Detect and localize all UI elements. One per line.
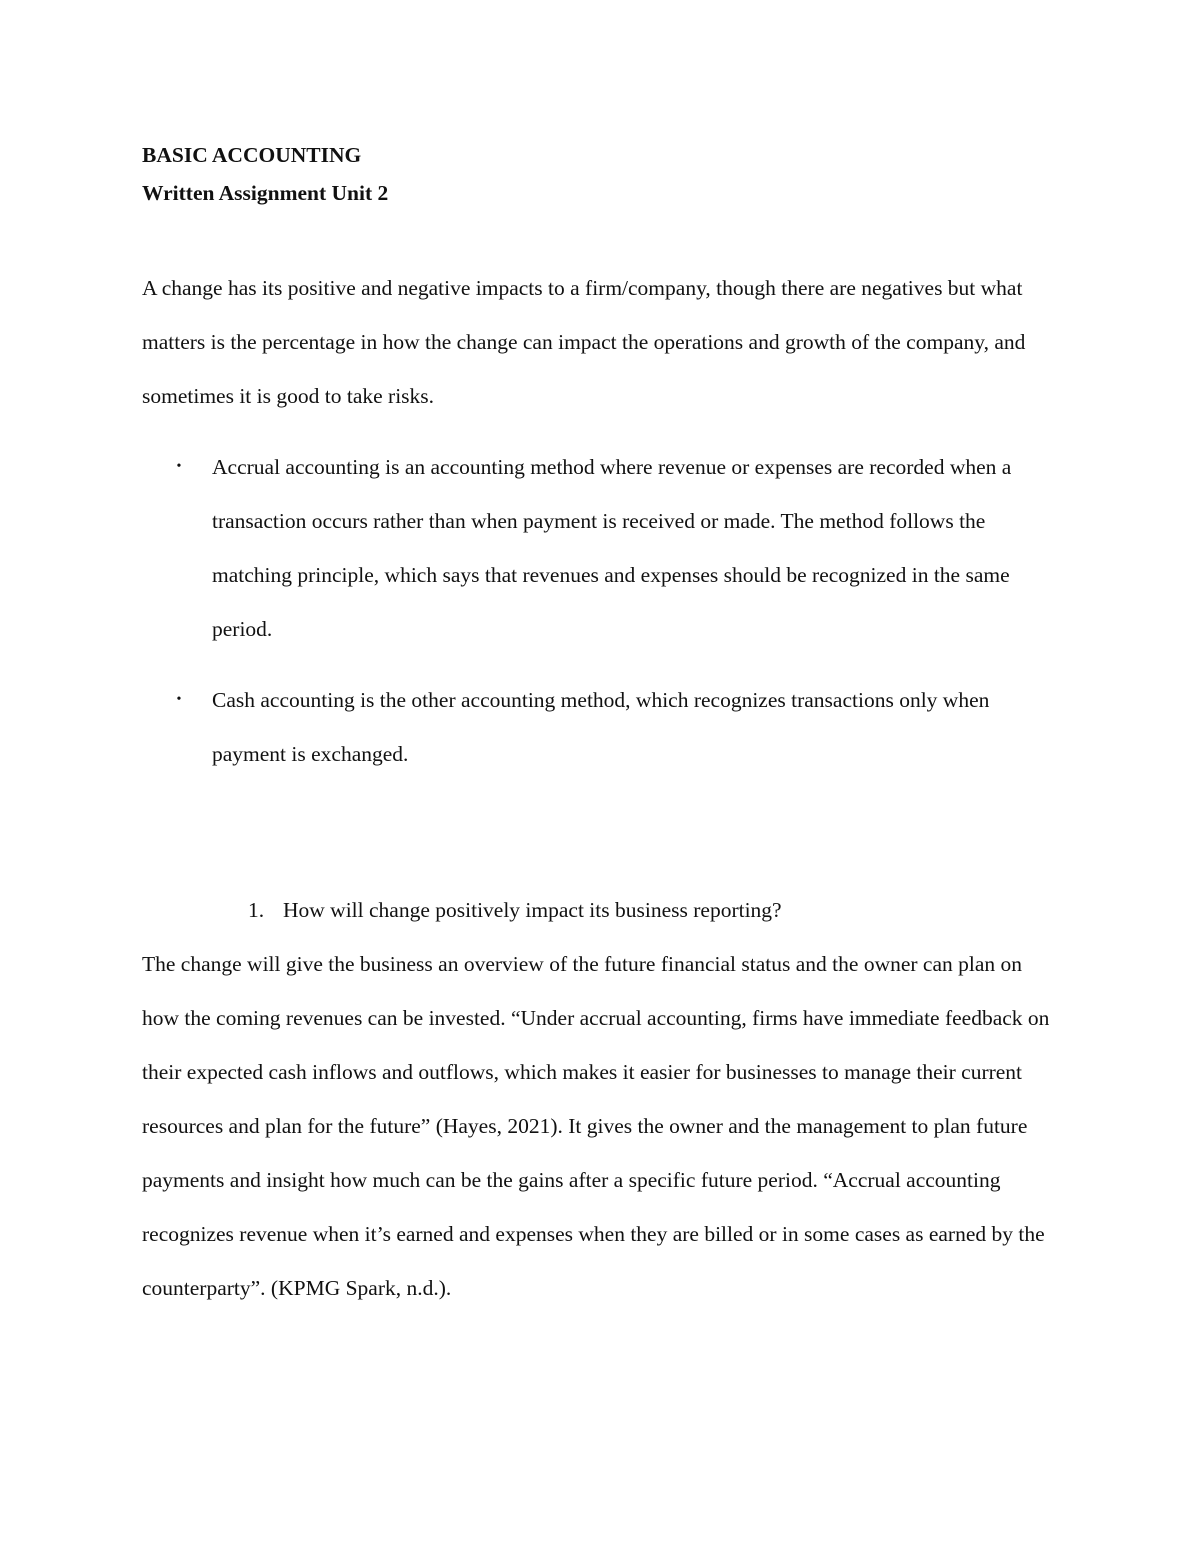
bullet-icon: • [176, 459, 182, 474]
intro-paragraph: A change has its positive and negative impacts to a firm/company, though there are negatives but what matters is the percentage in how the change can impact the operations and growth of the company, and sometimes it is good to take risks. [142, 276, 1026, 408]
list-item [142, 440, 1062, 656]
bullet-list [142, 440, 1062, 781]
document-content [142, 136, 1062, 1315]
bullet-text: Accrual accounting is an accounting method where revenue or expenses are recorded when a transaction occurs rather than when payment is received or made. The method follows the matching principle, which says that revenues and expenses should be recognized in the same period. [212, 455, 1012, 641]
document-title: BASIC ACCOUNTING [142, 143, 362, 167]
bullet-icon: • [176, 692, 182, 707]
bullet-text: Cash accounting is the other accounting method, which recognizes transactions only when payment is exchanged. [212, 688, 990, 766]
list-item [142, 883, 1062, 937]
answer-paragraph: The change will give the business an overview of the future financial status and the owner can plan on how the coming revenues can be invested. “Under accrual accounting, firms have immediate feedback on their expected cash inflows and outflows, which makes it easier for businesses to manage their current resources and plan for the future” (Hayes, 2021). It gives the owner and the management to plan future payments and insight how much can be the gains after a specific future period. “Accrual accounting recognizes revenue when it’s earned and expenses when they are billed or in some cases as earned by the counterparty”. (KPMG Spark, n.d.). [142, 952, 1050, 1300]
question-text: How will change positively impact its business reporting? [283, 898, 782, 922]
question-list [142, 883, 1062, 937]
document-subtitle: Written Assignment Unit 2 [142, 181, 389, 205]
list-item [142, 673, 1062, 781]
question-number: 1. [248, 898, 265, 922]
